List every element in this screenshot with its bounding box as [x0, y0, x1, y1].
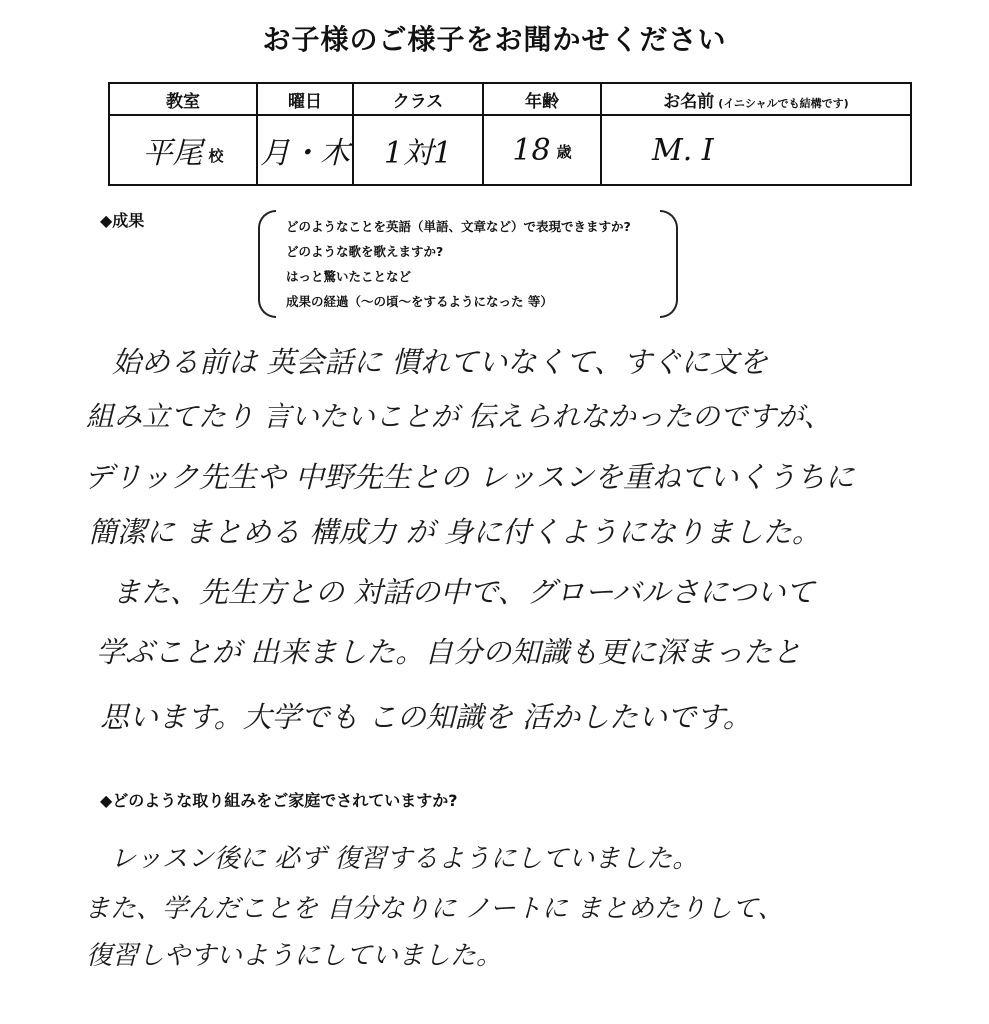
value-age-suffix: 歳	[556, 143, 572, 161]
results-line-1: 始める前は 英会話に 慣れていなくて、すぐに文を	[112, 345, 768, 379]
info-table	[108, 82, 912, 186]
header-age: 年齢	[483, 83, 601, 115]
results-heading: ◆成果	[100, 211, 145, 230]
results-line-7: 思います。大学でも この知識を 活かしたいです。	[100, 700, 752, 734]
results-prompts	[286, 214, 631, 314]
prompt-item: 成果の経過（～の頃～をするようになった 等）	[286, 294, 553, 309]
results-line-3: デリック先生や 中野先生との レッスンを重ねていくうちに	[84, 460, 855, 494]
results-line-2: 組み立てたり 言いたいことが 伝えられなかったのですが、	[86, 400, 832, 433]
bracket-right	[660, 210, 678, 318]
value-age: 18	[512, 132, 551, 168]
value-classroom-suffix: 校	[208, 146, 224, 165]
header-name-note: (イニシャルでも結構です)	[718, 96, 849, 110]
home-heading: ◆どのような取り組みをご家庭でされていますか?	[100, 791, 458, 810]
header-name: お名前	[663, 91, 715, 112]
bracket-left	[258, 210, 276, 318]
results-line-5: また、先生方との 対話の中で、グローバルさについて	[112, 575, 815, 609]
header-classroom: 教室	[109, 83, 257, 115]
results-line-6: 学ぶことが 出来ました。自分の知識も更に深まったと	[96, 635, 802, 669]
home-line-3: 復習しやすいようにしていました。	[86, 941, 503, 971]
value-classroom: 平尾	[142, 136, 203, 171]
info-table-value-row	[109, 115, 911, 185]
value-class: 1対1	[353, 115, 483, 185]
header-weekday: 曜日	[257, 83, 353, 115]
value-weekday: 月・木	[257, 115, 353, 185]
results-line-4: 簡潔に まとめる 構成力 が 身に付くようになりました。	[88, 515, 821, 549]
value-age-cell	[483, 115, 601, 185]
value-name: M. I	[601, 115, 911, 185]
value-classroom-cell	[109, 115, 257, 185]
header-class: クラス	[353, 83, 483, 115]
prompt-item: どのような歌を歌えますか?	[286, 244, 444, 259]
page-title: お子様のご様子をお聞かせください	[262, 23, 727, 56]
results-prompt-box	[258, 210, 678, 320]
home-line-2: また、学んだことを 自分なりに ノートに まとめたりして、	[84, 894, 784, 924]
prompt-item: どのようなことを英語（単語、文章など）で表現できますか?	[286, 219, 631, 234]
header-name-cell	[601, 83, 911, 115]
home-line-1: レッスン後に 必ず 復習するようにしていました。	[110, 844, 699, 874]
prompt-item: はっと驚いたことなど	[286, 269, 412, 284]
info-table-header-row	[109, 83, 911, 115]
